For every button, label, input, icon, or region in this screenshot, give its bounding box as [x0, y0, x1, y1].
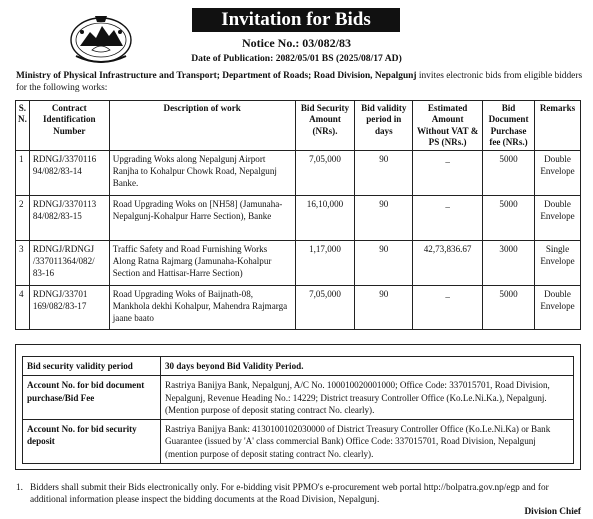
- info-row-doc-account: [23, 376, 574, 420]
- cell-remarks: Double Envelope: [534, 151, 580, 196]
- cell-estimated-amount: 42,73,836.67: [413, 241, 483, 286]
- info-row-security-account: [23, 420, 574, 464]
- cell-bid-security: 7,05,000: [295, 151, 355, 196]
- doc-account-label: Account No. for bid document purchase/Bid Fee: [23, 376, 161, 420]
- cell-description: Upgrading Woks along Nepalgunj Airport Ranjha to Kohalpur Chowk Road, Nepalgunj Banke.: [109, 151, 295, 196]
- cell-contract-id: RDNGJ/3370116 94/082/83-14: [29, 151, 109, 196]
- header-description: Description of work: [109, 101, 295, 151]
- intro-paragraph: [16, 70, 584, 94]
- cell-sn: 3: [16, 241, 30, 286]
- cell-document-fee: 5000: [483, 196, 535, 241]
- header-document-fee: Bid Document Purchase fee (NRs.): [483, 101, 535, 151]
- cell-sn: 4: [16, 286, 30, 330]
- cell-contract-id: RDNGJ/33701 169/082/83-17: [29, 286, 109, 330]
- info-row-validity: [23, 357, 574, 376]
- cell-contract-id: RDNGJ/3370113 84/082/83-15: [29, 196, 109, 241]
- cell-estimated-amount: _: [413, 196, 483, 241]
- cell-bid-security: 7,05,000: [295, 286, 355, 330]
- cell-estimated-amount: _: [413, 151, 483, 196]
- cell-description: Traffic Safety and Road Furnishing Works Along Ratna Rajmarg (Jamunaha-Kohalpur Section and Hattisar-Harre Section): [109, 241, 295, 286]
- cell-document-fee: 3000: [483, 241, 535, 286]
- header-remarks: Remarks: [534, 101, 580, 151]
- cell-sn: 2: [16, 196, 30, 241]
- intro-organization: Ministry of Physical Infrastructure and Transport; Department of Roads; Road Division, Nepalgunj: [16, 71, 417, 81]
- table-row: [16, 151, 581, 196]
- cell-sn: 1: [16, 151, 30, 196]
- cell-remarks: Double Envelope: [534, 286, 580, 330]
- signoff: Division Chief: [524, 507, 581, 517]
- header-contract-id: Contract Identification Number: [29, 101, 109, 151]
- validity-value: 30 days beyond Bid Validity Period.: [161, 357, 574, 376]
- cell-description: Road Upgrading Woks on [NH58] (Jamunaha-Nepalgunj-Kohalpur Harre Section), Banke: [109, 196, 295, 241]
- cell-estimated-amount: _: [413, 286, 483, 330]
- validity-label: Bid security validity period: [23, 357, 161, 376]
- note-text: Bidders shall submit their Bids electronically only. For e-bidding visit PPMO's e-procurement web portal http://bolpatra.gov.np/egp and for additional information please inspect the bidding documents at the Road Division, Nepalgunj.: [30, 483, 549, 506]
- security-account-label: Account No. for bid security deposit: [23, 420, 161, 464]
- cell-remarks: Double Envelope: [534, 196, 580, 241]
- note-number: 1.: [16, 483, 23, 493]
- table-row: [16, 196, 581, 241]
- note-item: [16, 482, 586, 506]
- cell-bid-validity: 90: [355, 241, 413, 286]
- works-table: [15, 100, 581, 330]
- works-table-header-row: [16, 101, 581, 151]
- table-row: [16, 241, 581, 286]
- security-account-value: Rastriya Banijya Bank: 4130100102030000 of District Treasury Controller Office (Ko.Le.Ni.Ka) or Bank Guarantee (issued by 'A' class commercial Bank) Office Code: 337015701, Road Division, Nepalgunj (mention purpose of deposit stating contract No. clearly).: [161, 420, 574, 464]
- cell-bid-validity: 90: [355, 151, 413, 196]
- cell-bid-security: 16,10,000: [295, 196, 355, 241]
- header-estimated-amount: Estimated Amount Without VAT & PS (NRs.): [413, 101, 483, 151]
- cell-bid-validity: 90: [355, 196, 413, 241]
- cell-contract-id: RDNGJ/RDNGJ /337011364/082/ 83-16: [29, 241, 109, 286]
- cell-description: Road Upgrading Woks of Baijnath-08, Mankhola dekhi Kohalpur, Mahendra Rajmarga jaane baato: [109, 286, 295, 330]
- notice-number: Notice No.: 03/082/83: [242, 36, 351, 50]
- cell-document-fee: 5000: [483, 151, 535, 196]
- publication-date: Date of Publication: 2082/05/01 BS (2025/08/17 AD): [191, 53, 402, 64]
- info-table: [22, 356, 574, 464]
- cell-bid-security: 1,17,000: [295, 241, 355, 286]
- table-row: [16, 286, 581, 330]
- cell-remarks: Single Envelope: [534, 241, 580, 286]
- cell-bid-validity: 90: [355, 286, 413, 330]
- intro-text: invites electronic bids from eligible bidders for the following works:: [16, 71, 583, 94]
- doc-account-value: Rastriya Banijya Bank, Nepalgunj, A/C No. 100010020001000; Office Code: 337015701, Road Division, Nepalgunj, Revenue Heading No.: 14229; District treasury Controller Office (Ko.Le.Ni.Ka.), Nepalgunj. (Mention purpose of deposit stating contract No. clearly).: [161, 376, 574, 420]
- cell-document-fee: 5000: [483, 286, 535, 330]
- header-bid-validity: Bid validity period in days: [355, 101, 413, 151]
- header-bid-security: Bid Security Amount (NRs).: [295, 101, 355, 151]
- page-title: Invitation for Bids: [192, 8, 400, 32]
- header-sn: S. N.: [16, 101, 30, 151]
